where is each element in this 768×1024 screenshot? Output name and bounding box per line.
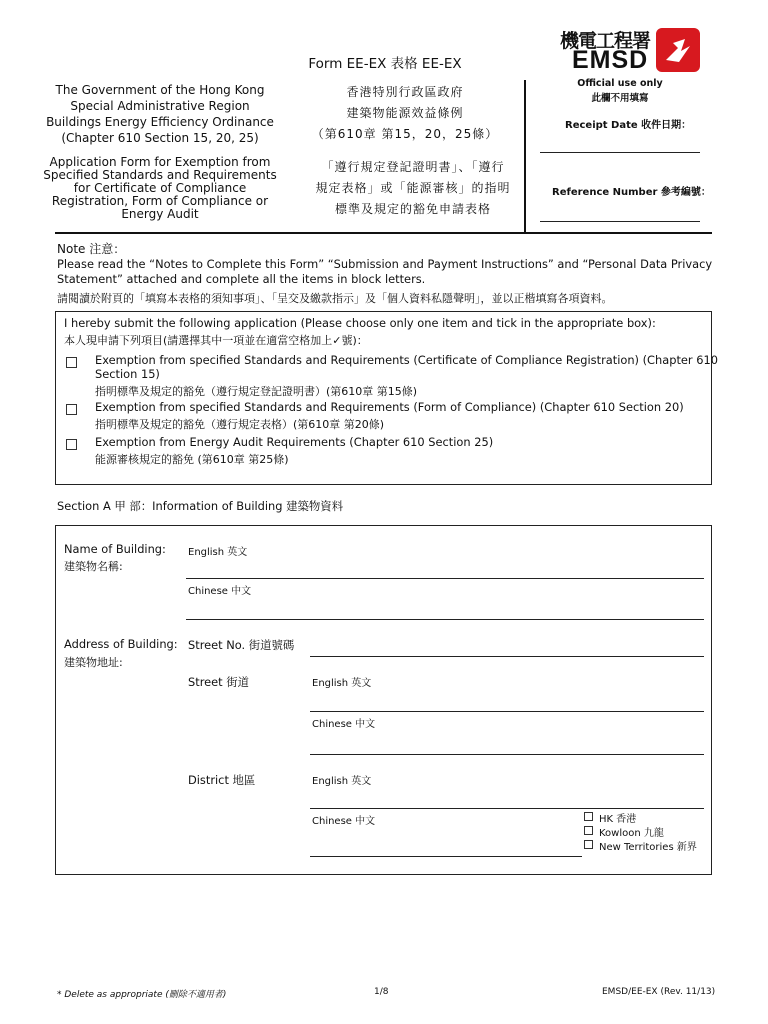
street-label: Street 街道 <box>188 675 250 689</box>
form-code: EMSD/EE-EX (Rev. 11/13) <box>602 987 716 997</box>
english-title-line: Special Administrative Region <box>70 99 250 113</box>
name-of-building-label-zh: 建築物名稱: <box>64 560 123 573</box>
option-1-en-line2: Section 15) <box>95 367 160 381</box>
street-chinese-label: Chinese 中文 <box>312 719 376 730</box>
option-2-zh: 指明標準及規定的豁免（遵行規定表格）(第610章 第20條) <box>95 418 385 431</box>
street-no-label: Street No. 街道號碼 <box>188 638 295 652</box>
note-line-zh: 請閱讀於附頁的「填寫本表格的須知事項」、「呈交及繳款指示」及「個人資料私隱聲明」，並以正楷填寫各項資料。 <box>57 292 613 305</box>
logo-chinese-text: 機電工程署 <box>560 30 651 52</box>
official-use-en: Official use only <box>577 78 663 89</box>
region-new-territories-label: New Territories 新界 <box>599 842 697 853</box>
english-subtitle-line: for Certificate of Compliance <box>73 181 247 195</box>
district-english-label: English 英文 <box>312 776 372 787</box>
region-checkbox-kowloon[interactable] <box>584 826 593 835</box>
english-title-line: The Government of the Hong Kong <box>55 83 265 97</box>
english-title-line: Buildings Energy Efficiency Ordinance <box>46 115 274 129</box>
district-english-field[interactable] <box>310 808 704 809</box>
chinese-title <box>300 82 510 145</box>
english-subtitle-line: Energy Audit <box>121 207 199 221</box>
page-number: 1/8 <box>374 987 389 997</box>
note-line-1: Please read the “Notes to Complete this Form” “Submission and Payment Instructions” and “Personal Data Privacy <box>57 257 713 271</box>
footer-note: * Delete as appropriate (刪除不適用者) <box>57 990 227 1000</box>
district-chinese-label: Chinese 中文 <box>312 816 376 827</box>
address-label-en: Address of Building: <box>64 637 178 651</box>
option-1-zh: 指明標準及規定的豁免（遵行規定登記證明書）(第610章 第15條) <box>95 385 418 398</box>
option-2-en: Exemption from specified Standards and Requirements (Form of Compliance) (Chapter 610 Section 20) <box>95 400 684 414</box>
chinese-title-line: 香港特別行政區政府 <box>346 85 464 99</box>
region-checkbox-new-territories[interactable] <box>584 840 593 849</box>
name-of-building-label-en: Name of Building: <box>64 542 166 556</box>
english-subtitle-line: Application Form for Exemption from <box>49 155 271 169</box>
chinese-subtitle-line: 標準及規定的豁免申請表格 <box>334 202 491 216</box>
receipt-date-label: Receipt Date 收件日期： <box>565 120 692 131</box>
form-title: Form EE-EX 表格 EE-EX <box>308 56 462 72</box>
region-checkbox-hk[interactable] <box>584 812 593 821</box>
application-intro-en: I hereby submit the following application (Please choose only one item and tick in the appropriate box): <box>64 316 656 330</box>
header-bottom-rule <box>55 232 712 234</box>
option-3-en: Exemption from Energy Audit Requirements (Chapter 610 Section 25) <box>95 435 494 449</box>
name-english-label: English 英文 <box>188 547 248 558</box>
note-line-2: Statement” attached and complete all the items in block letters. <box>57 272 426 286</box>
name-english-field[interactable] <box>186 578 704 579</box>
chinese-subtitle-line: 「遵行規定登記證明書」、「遵行 <box>321 160 505 174</box>
application-intro-zh: 本人現申請下列項目(請選擇其中一項並在適當空格加上✓號)： <box>64 334 368 347</box>
district-chinese-field[interactable] <box>310 856 582 857</box>
note-label: Note 注意： <box>57 242 126 256</box>
option-3-zh: 能源審核規定的豁免 (第610章 第25條) <box>95 453 289 466</box>
option-1-en-line1: Exemption from specified Standards and Requirements (Certificate of Compliance Registration) (Chapter 610 <box>95 353 718 367</box>
english-subtitle-line: Registration, Form of Compliance or <box>51 194 269 208</box>
name-chinese-field[interactable] <box>186 619 704 620</box>
logo-english-text: EMSD <box>572 46 649 74</box>
street-no-field[interactable] <box>310 656 704 657</box>
chinese-title-line: （第610章 第15，20，25條） <box>311 127 499 141</box>
receipt-date-field[interactable] <box>540 152 700 153</box>
english-title-line: (Chapter 610 Section 15, 20, 25) <box>61 131 259 145</box>
street-english-label: English 英文 <box>312 678 372 689</box>
official-use-zh: 此欄不用填寫 <box>591 93 649 104</box>
section-a-title: Section A 甲 部：Information of Building 建築物資料 <box>57 499 344 513</box>
option-checkbox-1[interactable] <box>66 357 77 368</box>
street-english-field[interactable] <box>310 711 704 712</box>
region-kowloon-label: Kowloon 九龍 <box>599 828 664 839</box>
name-chinese-label: Chinese 中文 <box>188 586 252 597</box>
chinese-subtitle <box>298 157 528 220</box>
street-chinese-field[interactable] <box>310 754 704 755</box>
district-label: District 地區 <box>188 773 256 787</box>
chinese-title-line: 建築物能源效益條例 <box>346 106 464 120</box>
reference-number-field[interactable] <box>540 221 700 222</box>
english-subtitle <box>40 156 280 221</box>
english-subtitle-line: Specified Standards and Requirements <box>43 168 277 182</box>
address-label-zh: 建築物地址: <box>64 656 123 669</box>
emsd-logo-icon <box>656 28 700 72</box>
option-checkbox-3[interactable] <box>66 439 77 450</box>
chinese-subtitle-line: 規定表格」或「能源審核」的指明 <box>315 181 511 195</box>
region-hk-label: HK 香港 <box>599 814 637 825</box>
english-title <box>40 82 280 146</box>
option-checkbox-2[interactable] <box>66 404 77 415</box>
header-divider <box>524 80 526 232</box>
reference-number-label: Reference Number 參考編號： <box>552 187 711 198</box>
